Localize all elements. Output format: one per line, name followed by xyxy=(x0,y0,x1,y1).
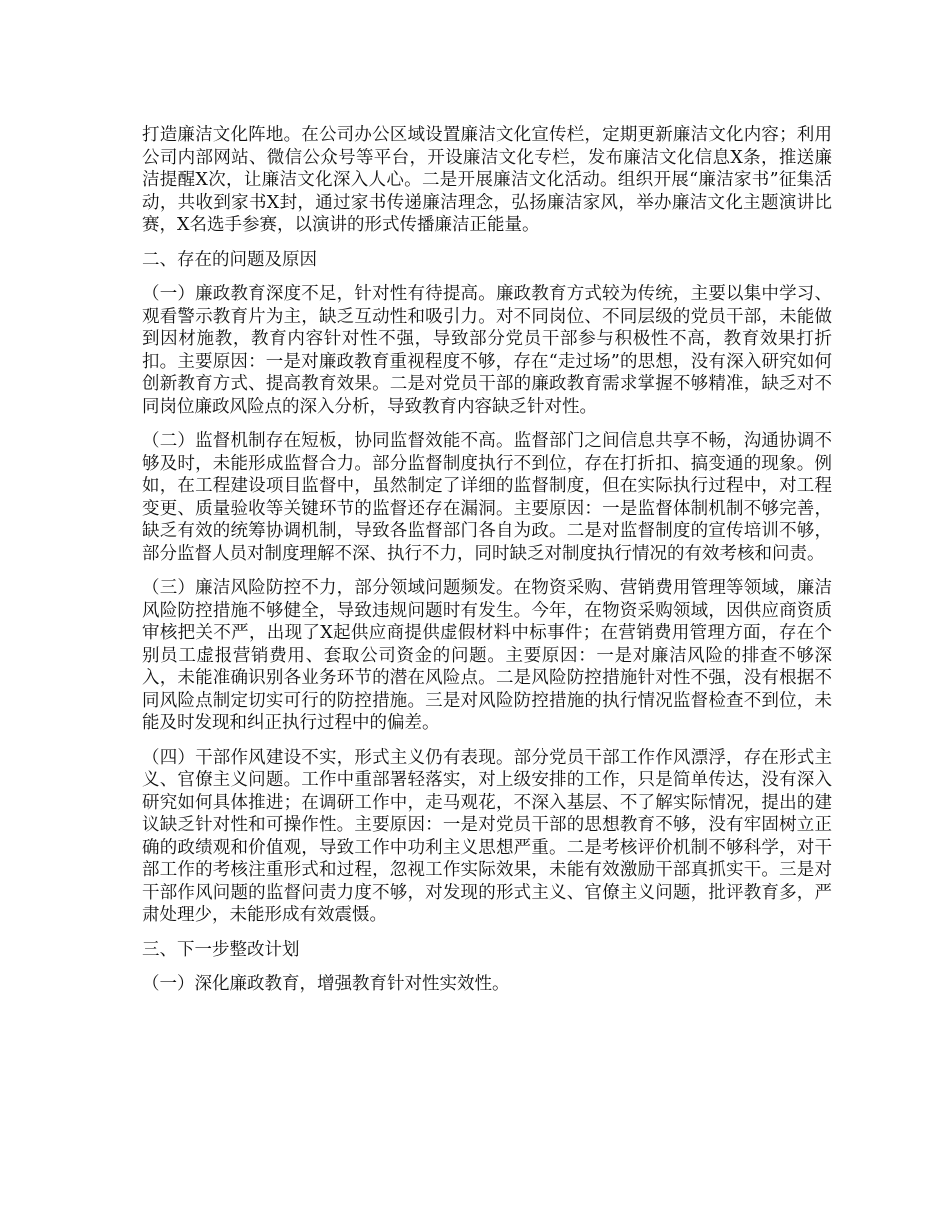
paragraph-problem-4: （四）干部作风建设不实，形式主义仍有表现。部分党员干部工作作风漂浮，存在形式主义、官僚主义问题。工作中重部署轻落实，对上级安排的工作，只是简单传达，没有深入研究如何具体推进；在调研工作中，走马观花，不深入基层、不了解实际情况，提出的建议缺乏针对性和可操作性。主要原因：一是对党员干部的思想教育不够，没有牢固树立正确的政绩观和价值观，导致工作中功利主义思想严重。二是考核评价机制不够科学，对干部工作的考核注重形式和过程，忽视工作实际效果，未能有效激励干部真抓实干。三是对干部作风问题的监督问责力度不够，对发现的形式主义、官僚主义问题，批评教育多，严肃处理少，未能形成有效震慑。 xyxy=(142,747,832,925)
paragraph-problem-2: （二）监督机制存在短板，协同监督效能不高。监督部门之间信息共享不畅，沟通协调不够及时，未能形成监督合力。部分监督制度执行不到位，存在打折扣、搞变通的现象。例如，在工程建设项目监督中，虽然制定了详细的监督制度，但在实际执行过程中，对工程变更、质量验收等关键环节的监督还存在漏洞。主要原因：一是监督体制机制不够完善，缺乏有效的统筹协调机制，导致各监督部门各自为政。二是对监督制度的宣传培训不够，部分监督人员对制度理解不深、执行不力，同时缺乏对制度执行情况的有效考核和问责。 xyxy=(142,431,832,564)
paragraph-problem-1: （一）廉政教育深度不足，针对性有待提高。廉政教育方式较为传统，主要以集中学习、观看警示教育片为主，缺乏互动性和吸引力。对不同岗位、不同层级的党员干部，未能做到因材施教，教育内容针对性不强，导致部分党员干部参与积极性不高，教育效果打折扣。主要原因：一是对廉政教育重视程度不够，存在“走过场”的思想，没有深入研究如何创新教育方式、提高教育效果。二是对党员干部的廉政教育需求掌握不够精准，缺乏对不同岗位廉政风险点的深入分析，导致教育内容缺乏针对性。 xyxy=(142,284,832,417)
paragraph-plan-1: （一）深化廉政教育，增强教育针对性实效性。 xyxy=(142,974,510,994)
section-heading-next-steps: 三、下一步整改计划 xyxy=(142,939,300,960)
paragraph-culture-activities: 打造廉洁文化阵地。在公司办公区域设置廉洁文化宣传栏，定期更新廉洁文化内容；利用公司内部网站、微信公众号等平台，开设廉洁文化专栏，发布廉洁文化信息X条，推送廉洁提醒X次，让廉洁文化深入人心。二是开展廉洁文化活动。组织开展“廉洁家书”征集活动，共收到家书X封，通过家书传递廉洁理念，弘扬廉洁家风，举办廉洁文化主题演讲比赛，X名选手参赛，以演讲的形式传播廉洁正能量。 xyxy=(142,125,832,235)
section-heading-problems: 二、存在的问题及原因 xyxy=(142,249,317,270)
paragraph-problem-3: （三）廉洁风险防控不力，部分领域问题频发。在物资采购、营销费用管理等领域，廉洁风险防控措施不够健全，导致违规问题时有发生。今年，在物资采购领域，因供应商资质审核把关不严，出现了X起供应商提供虚假材料中标事件；在营销费用管理方面，存在个别员工虚报营销费用、套取公司资金的问题。主要原因：一是对廉洁风险的排查不够深入，未能准确识别各业务环节的潜在风险点。二是风险防控措施针对性不强，没有根据不同风险点制定切实可行的防控措施。三是对风险防控措施的执行情况监督检查不到位，未能及时发现和纠正执行过程中的偏差。 xyxy=(142,578,832,733)
document-body xyxy=(142,124,832,1008)
